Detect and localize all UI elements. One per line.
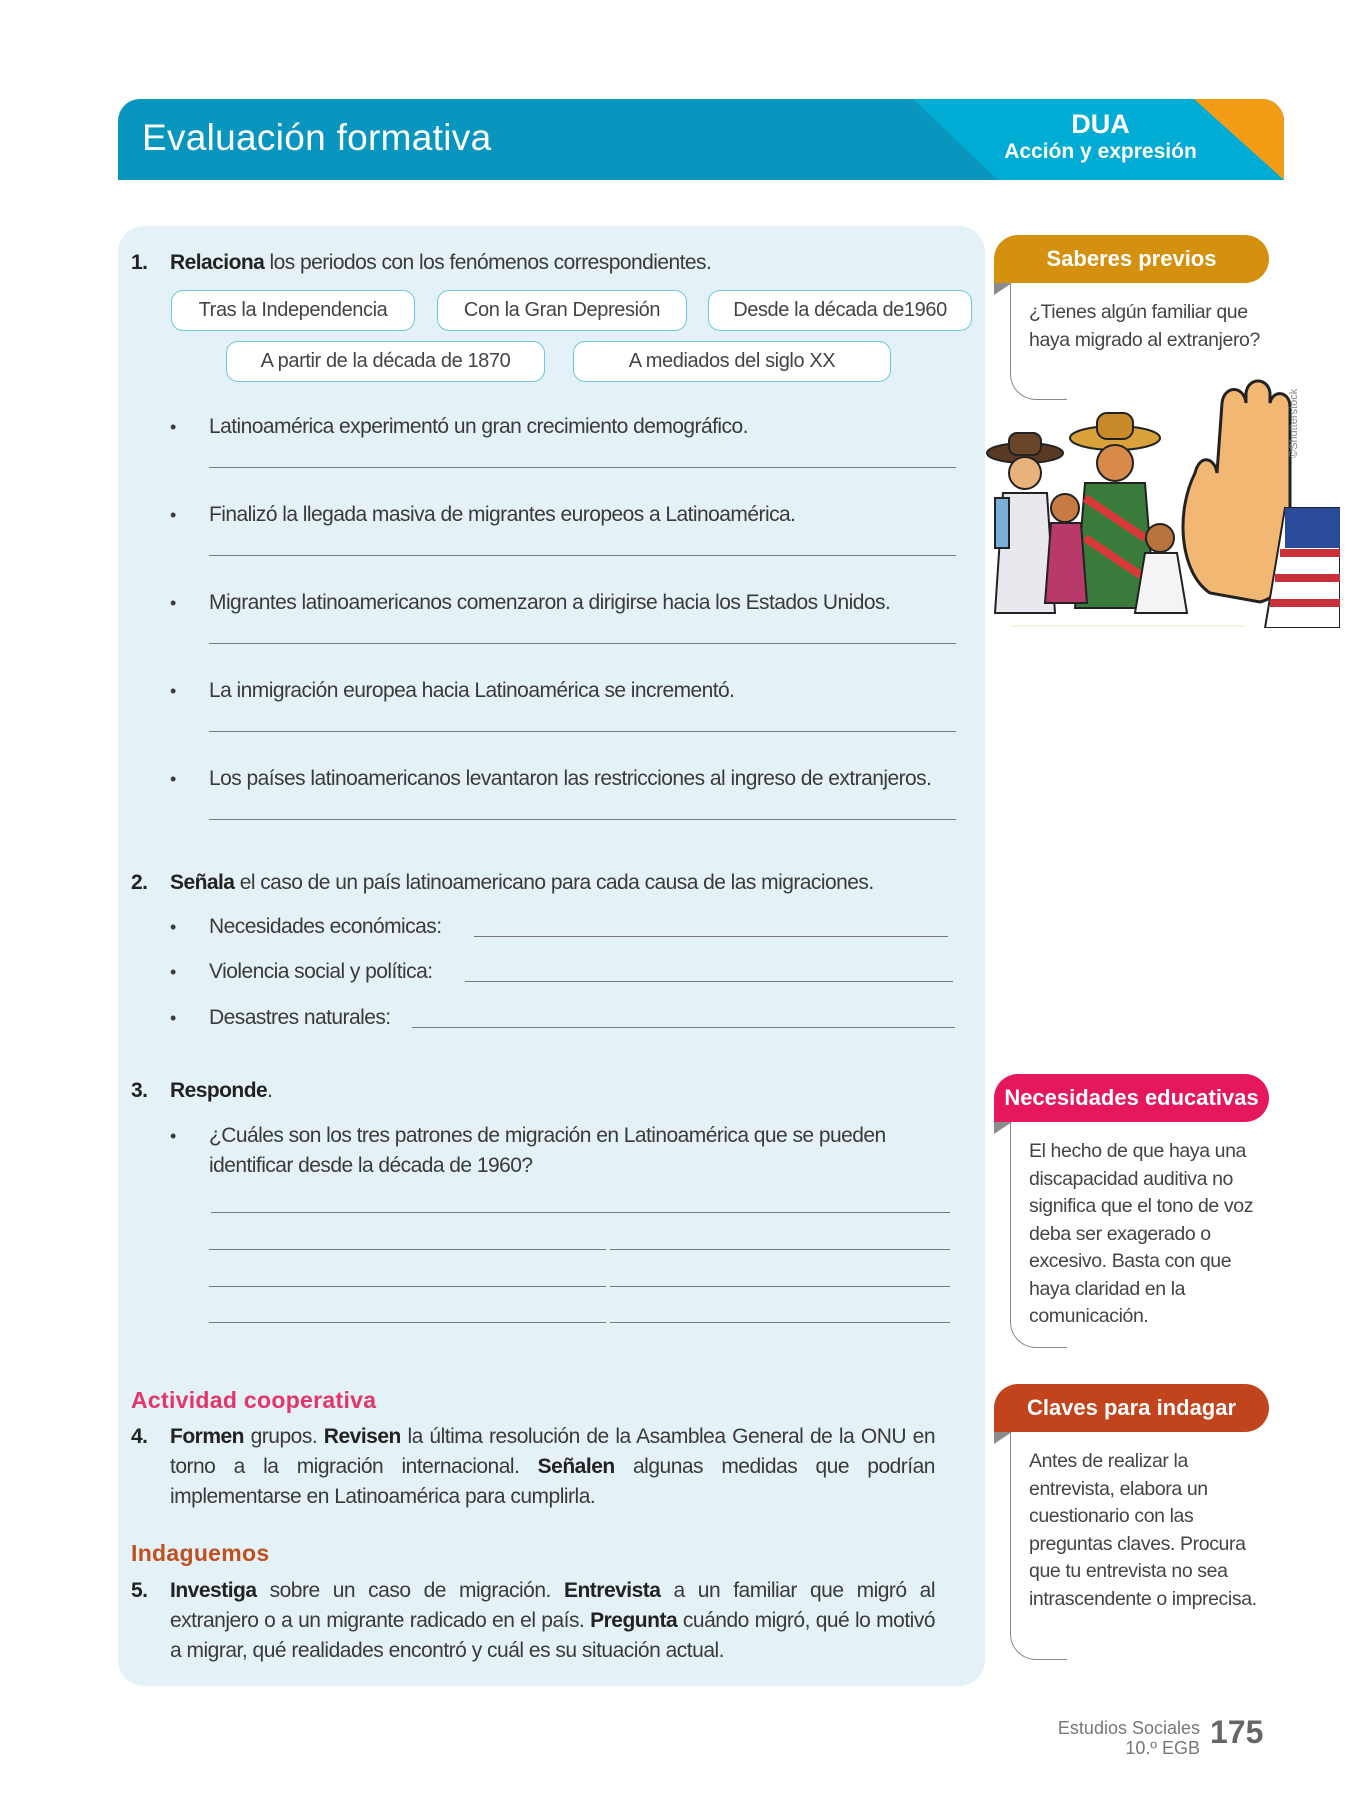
answer-line[interactable] — [610, 1249, 950, 1250]
item-label: Necesidades económicas: — [209, 915, 442, 938]
option-pill: A mediados del siglo XX — [573, 341, 891, 382]
instruction-verb: Responde — [170, 1079, 268, 1102]
answer-line[interactable] — [465, 981, 953, 982]
question-number: 4. — [131, 1425, 148, 1448]
bullet-dot: • — [170, 681, 176, 701]
question-5-text — [170, 1576, 935, 1666]
statement-text: Finalizó la llegada masiva de migrantes europeos a Latinoamérica. — [209, 503, 796, 526]
question-text: identificar desde la década de 1960? — [209, 1154, 533, 1177]
saberes-text: ¿Tienes algún familiar que haya migrado al extranjero? — [1029, 301, 1260, 351]
page-number: 175 — [1210, 1714, 1264, 1750]
statement-text: La inmigración europea hacia Latinoamérica se incrementó. — [209, 679, 735, 702]
bullet-dot: • — [170, 505, 176, 525]
verb: Entrevista — [563, 1579, 661, 1602]
text: grupos. — [244, 1425, 324, 1448]
verb: Formen — [170, 1425, 245, 1448]
dua-subtitle: Acción y expresión — [1004, 140, 1197, 163]
verb: Investiga — [170, 1579, 257, 1602]
item-label: Violencia social y política: — [209, 960, 433, 983]
instruction-verb: Señala — [170, 871, 235, 894]
option-pill: A partir de la década de 1870 — [226, 341, 545, 382]
page-title: Evaluación formativa — [142, 117, 492, 158]
answer-line[interactable] — [209, 1286, 606, 1287]
instruction-text: . — [267, 1079, 273, 1102]
bullet-item: • Necesidades económicas: — [170, 915, 442, 938]
text: a un familiar que migró al extranjero o a un migrante radicado en el país. — [170, 1579, 935, 1632]
bullet-dot: • — [170, 417, 176, 437]
text: algunas medidas que podrían implementarse en Latinoamérica para cumplirla. — [170, 1455, 935, 1508]
bullet-dot: • — [170, 593, 176, 613]
verb: Señalen — [537, 1455, 615, 1478]
section-header — [118, 99, 1284, 180]
question-1 — [131, 250, 712, 276]
option-pill: Tras la Independencia — [171, 290, 415, 331]
necesidades-text: El hecho de que haya una discapacidad auditiva no significa que el tono de voz deba ser exagerado o excesivo. Basta con que haya claridad en la comunicación. — [1029, 1140, 1254, 1327]
bullet-item — [170, 590, 891, 616]
text: la última resolución de la Asamblea General de la ONU en torno a la migración internacional. — [170, 1425, 936, 1478]
grade-level: 10.º EGB — [1125, 1738, 1200, 1758]
subject-name: Estudios Sociales — [1057, 1718, 1200, 1738]
statement-text: Latinoamérica experimentó un gran crecimiento demográfico. — [209, 415, 748, 438]
bullet-item: • Violencia social y política: — [170, 960, 433, 983]
answer-line[interactable] — [211, 1212, 950, 1213]
claves-text: Antes de realizar la entrevista, elabora un cuestionario con las preguntas claves. Procura que tu entrevista no sea intrascendente o imprecisa. — [1029, 1450, 1257, 1610]
answer-line[interactable] — [610, 1286, 950, 1287]
question-2 — [131, 870, 874, 896]
photo-credit: ©Shutterstock — [1288, 388, 1300, 458]
migrant-family-illustration — [987, 413, 1187, 613]
necesidades-educativas-title: Necesidades educativas — [994, 1074, 1269, 1122]
claves-para-indagar-title: Claves para indagar — [994, 1384, 1269, 1432]
option-pill: Desde la década de1960 — [708, 290, 972, 331]
answer-line[interactable] — [209, 1249, 606, 1250]
text: cuándo migró, qué lo motivó a migrar, qué realidades encontró y cuál es su situación actual. — [170, 1609, 935, 1662]
verb: Pregunta — [590, 1609, 678, 1632]
dua-title: DUA — [1071, 109, 1130, 139]
answer-line[interactable] — [610, 1322, 950, 1323]
option-pill: Con la Gran Depresión — [437, 290, 687, 331]
dua-label — [998, 109, 1203, 165]
question-4-text — [170, 1422, 935, 1512]
bullet-item — [170, 502, 796, 528]
answer-line[interactable] — [474, 936, 948, 937]
bullet-item — [170, 766, 932, 792]
question-3 — [131, 1078, 273, 1104]
bullet-item: • — [170, 1126, 176, 1146]
footer-subject — [1020, 1718, 1200, 1758]
verb: Revisen — [323, 1425, 401, 1448]
saberes-previos-title: Saberes previos — [994, 235, 1269, 283]
answer-line[interactable] — [209, 731, 956, 732]
migration-illustration — [985, 378, 1340, 628]
answer-line[interactable] — [412, 1027, 955, 1028]
bullet-item — [170, 678, 735, 704]
bullet-item: • Desastres naturales: — [170, 1006, 391, 1029]
instruction-verb: Relaciona — [170, 251, 265, 274]
answer-line[interactable] — [209, 643, 956, 644]
cooperative-heading: Actividad cooperativa — [131, 1387, 377, 1413]
question-number: 5. — [131, 1579, 148, 1602]
bullet-dot: • — [170, 769, 176, 789]
instruction-text: los periodos con los fenómenos correspondientes. — [264, 251, 712, 274]
statement-text: Los países latinoamericanos levantaron las restricciones al ingreso de extranjeros. — [209, 767, 932, 790]
answer-line[interactable] — [209, 467, 956, 468]
statement-text: Migrantes latinoamericanos comenzaron a dirigirse hacia los Estados Unidos. — [209, 591, 891, 614]
answer-line[interactable] — [209, 1322, 606, 1323]
answer-line[interactable] — [209, 555, 956, 556]
item-label: Desastres naturales: — [209, 1006, 391, 1029]
question-number: 2. — [131, 871, 148, 894]
question-text: ¿Cuáles son los tres patrones de migración en Latinoamérica que se pueden — [209, 1124, 886, 1147]
question-number: 1. — [131, 251, 148, 274]
indaguemos-heading: Indaguemos — [131, 1540, 270, 1566]
question-number: 3. — [131, 1079, 148, 1102]
stop-hand-illustration — [1183, 381, 1340, 628]
text: sobre un caso de migración. — [256, 1579, 564, 1602]
bullet-item — [170, 414, 748, 440]
answer-line[interactable] — [209, 819, 956, 820]
instruction-text: el caso de un país latinoamericano para cada causa de las migraciones. — [234, 871, 874, 894]
